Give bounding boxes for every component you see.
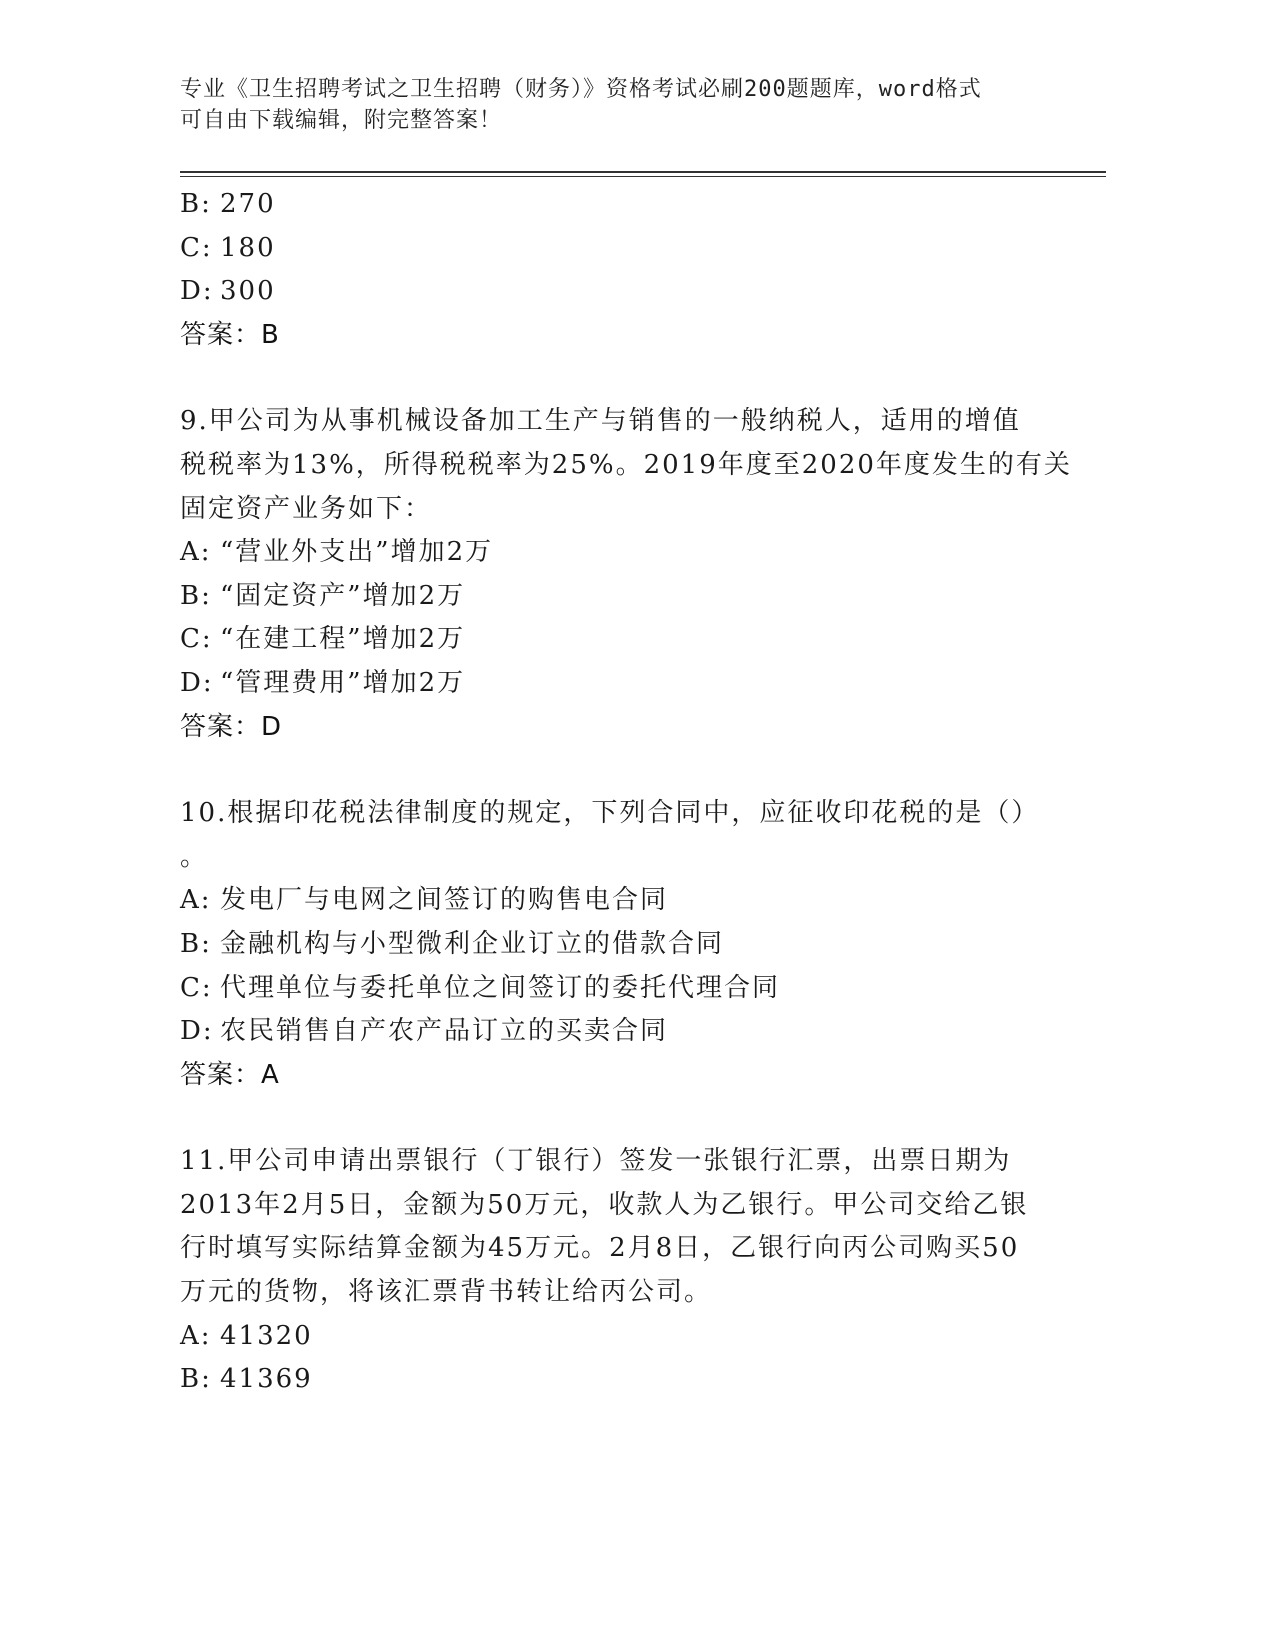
- question-block: [180, 792, 1050, 1097]
- option-text: “管理费用”增加2万: [220, 667, 466, 698]
- option-row: [180, 923, 1050, 967]
- answer-line: 答案：D: [180, 711, 283, 742]
- option-row: [180, 1010, 1050, 1054]
- question-stem-line: 2013年2月5日，金额为50万元，收款人为乙银行。甲公司交给乙银: [180, 1189, 1029, 1220]
- option-key: C:: [180, 232, 213, 263]
- header-rule-thick: [180, 171, 1106, 173]
- option-text: 270: [220, 189, 276, 219]
- option-text: 代理单位与委托单位之间签订的委托代理合同: [220, 972, 781, 1003]
- option-key: B:: [180, 189, 212, 219]
- header-line-1: 专业《卫生招聘考试之卫生招聘（财务）》资格考试必刷200题题库，word格式: [180, 77, 982, 102]
- document-body: [180, 183, 1072, 1402]
- option-key: C:: [180, 972, 213, 1003]
- option-row: [180, 1358, 1050, 1402]
- option-row: [180, 183, 1050, 227]
- option-key: D:: [180, 276, 214, 307]
- option-row: [180, 662, 1050, 706]
- option-text: 农民销售自产农产品订立的买卖合同: [220, 1016, 669, 1047]
- question-stem-line: 税税率为13%，所得税税率为25%。2019年度至2020年度发生的有关: [180, 449, 1072, 480]
- option-text: “营业外支出”增加2万: [220, 537, 494, 568]
- document-header: [180, 74, 1040, 136]
- option-text: 金融机构与小型微利企业订立的借款合同: [220, 928, 725, 959]
- question-stem-line: 万元的货物，将该汇票背书转让给丙公司。: [180, 1277, 713, 1308]
- option-text: 41369: [220, 1364, 313, 1395]
- answer-line: 答案：B: [180, 319, 280, 350]
- option-key: A:: [180, 885, 212, 916]
- option-text: 发电厂与电网之间签订的购售电合同: [220, 885, 669, 916]
- option-key: D:: [180, 667, 214, 698]
- question-stem-line: 11.甲公司申请出票银行（丁银行）签发一张银行汇票，出票日期为: [180, 1146, 1012, 1177]
- header-rule-thin: [180, 176, 1106, 177]
- option-text: “固定资产”增加2万: [220, 580, 466, 611]
- option-key: A:: [180, 1320, 212, 1351]
- option-key: A:: [180, 537, 212, 568]
- question-stem-line: 固定资产业务如下：: [180, 493, 433, 524]
- option-row: [180, 575, 1050, 619]
- option-row: [180, 879, 1050, 923]
- question-stem-line: 10.根据印花税法律制度的规定，下列合同中，应征收印花税的是（）: [180, 798, 1040, 829]
- option-text: 300: [220, 276, 276, 307]
- question-block: [180, 1140, 1050, 1402]
- question-stem-line: 行时填写实际结算金额为45万元。2月8日，乙银行向丙公司购买50: [180, 1233, 1020, 1264]
- option-key: B:: [180, 580, 212, 611]
- option-row: [180, 618, 1050, 662]
- option-text: 180: [220, 232, 276, 263]
- answer-line: 答案：A: [180, 1059, 280, 1090]
- option-row: [180, 967, 1050, 1011]
- option-row: [180, 531, 1050, 575]
- question-stem-line: 。: [180, 841, 209, 872]
- option-row: [180, 270, 1050, 314]
- option-key: B:: [180, 928, 212, 959]
- option-row: [180, 227, 1050, 271]
- option-key: D:: [180, 1016, 214, 1047]
- option-key: C:: [180, 624, 213, 655]
- option-text: 41320: [220, 1320, 313, 1351]
- prev-question-block: [180, 183, 1050, 357]
- question-block: [180, 400, 1072, 749]
- option-text: “在建工程”增加2万: [220, 624, 466, 655]
- header-line-2: 可自由下载编辑，附完整答案！: [180, 108, 503, 133]
- option-key: B:: [180, 1364, 212, 1395]
- question-stem-line: 9.甲公司为从事机械设备加工生产与销售的一般纳税人，适用的增值: [180, 406, 1021, 437]
- option-row: [180, 1315, 1050, 1359]
